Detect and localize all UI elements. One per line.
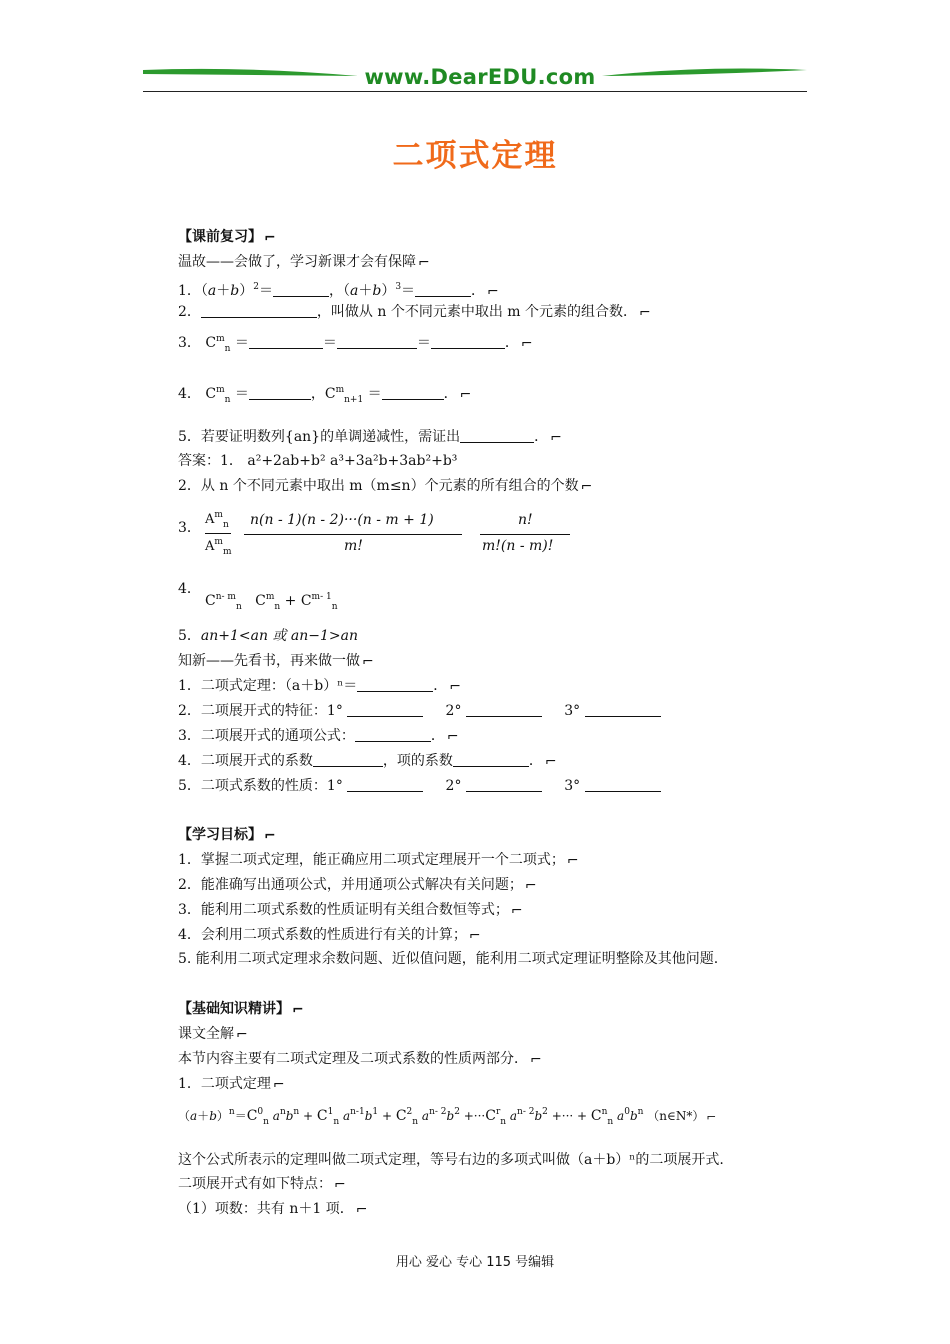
section-heading-review: 【课前复习】 ⌐ xyxy=(178,229,276,246)
goal-item: 2．能准确写出通项公式，并用通项公式解决有关问题； ⌐ xyxy=(178,877,537,894)
answer-3-frac-c: n! m!(n - m)! xyxy=(480,512,570,558)
new-q2: 2．二项展开式的特征：1° 2° 3° xyxy=(178,702,661,720)
site-logo: www.DearEDU.com xyxy=(364,65,596,89)
answer-5: 5．an+1<an 或 an−1>an xyxy=(178,628,359,644)
right-swoosh-icon xyxy=(602,66,807,80)
answer-2: 2．从 n 个不同元素中取出 m（m≤n）个元素的所有组合的个数 ⌐ xyxy=(178,478,593,495)
answer-3-frac-b: n(n - 1)(n - 2)···(n - m + 1) m! xyxy=(244,512,462,558)
review-q1: 1．$(a+b)^2=$ ，$(a+b)^3=$ ． ⌐ xyxy=(178,282,499,300)
basics-sub: 课文全解 ⌐ xyxy=(178,1026,248,1043)
binomial-formula: $(a+b)^n=C^0_n$ $a^nb^n + C^1_n$ $a^{n-1}b^1 + C^2_n$ $a^{n- 2}b^2 +\cdot\cdot\cdot C^r_n$ $a^{n- 2}b^2$ +··· + $C^n_n$ $a^0b^n$ （n∈N*） ⌐ xyxy=(178,1107,717,1127)
answer-1: 答案：1． a²+2ab+b² a³+3a²b+3ab²+b³ xyxy=(178,453,458,469)
answer-4: 4． xyxy=(178,581,201,597)
answer-4-expr: $C^{n- m}_n$ $C^m_n + C^{m- 1}_n$ xyxy=(205,592,338,612)
basics-p4: 二项展开式有如下特点： ⌐ xyxy=(178,1176,346,1193)
review-q4: 4． $C^m_n$ ＝ ，$C^m_{n+1}$ ＝ ． ⌐ xyxy=(178,385,472,405)
section-heading-basics: 【基础知识精讲】 ⌐ xyxy=(178,1001,304,1018)
review-q5: 5．若要证明数列{an}的单调递减性，需证出 ． ⌐ xyxy=(178,429,562,446)
basics-p2: 1．二项式定理 ⌐ xyxy=(178,1076,285,1093)
review-intro: 温故——会做了，学习新课才会有保障 ⌐ xyxy=(178,254,430,271)
answer-3-frac-a: $A^m_n$ $A^m_m$ xyxy=(205,510,232,557)
new-q4: 4．二项展开式的系数 ，项的系数 ． ⌐ xyxy=(178,753,557,770)
left-swoosh-icon xyxy=(143,66,358,80)
new-q5: 5．二项式系数的性质：1° 2° 3° xyxy=(178,777,661,795)
basics-p1: 本节内容主要有二项式定理及二项式系数的性质两部分． ⌐ xyxy=(178,1051,542,1068)
header-rule xyxy=(143,91,807,92)
section-heading-goals: 【学习目标】 ⌐ xyxy=(178,827,276,844)
goal-item: 5. 能利用二项式定理求余数问题、近似值问题，能利用二项式定理证明整除及其他问题. xyxy=(178,951,719,967)
goal-item: 1．掌握二项式定理，能正确应用二项式定理展开一个二项式； ⌐ xyxy=(178,852,579,869)
page-title: 二项式定理 xyxy=(392,138,558,174)
goal-item: 4．会利用二项式系数的性质进行有关的计算； ⌐ xyxy=(178,927,481,944)
new-q3: 3．二项展开式的通项公式： ． ⌐ xyxy=(178,728,459,745)
review-q3: 3． $C^m_n$ ＝ ＝ ＝ ． ⌐ xyxy=(178,334,533,354)
goal-item: 3．能利用二项式系数的性质证明有关组合数恒等式； ⌐ xyxy=(178,902,523,919)
new-q1: 1．二项式定理：（a＋b）ⁿ＝ ． ⌐ xyxy=(178,678,462,695)
new-intro: 知新——先看书，再来做一做 ⌐ xyxy=(178,653,374,670)
page-footer: 用心 爱心 专心 115 号编辑 xyxy=(395,1255,555,1270)
review-q2: 2． ，叫做从 n 个不同元素中取出 m 个元素的组合数． ⌐ xyxy=(178,304,651,321)
basics-p3: 这个公式所表示的定理叫做二项式定理，等号右边的多项式叫做（a＋b）ⁿ的二项展开式. xyxy=(178,1152,724,1168)
answer-3-label: 3． xyxy=(178,520,201,536)
basics-p5: （1）项数：共有 n＋1 项． ⌐ xyxy=(178,1201,368,1218)
site-header xyxy=(143,64,807,94)
